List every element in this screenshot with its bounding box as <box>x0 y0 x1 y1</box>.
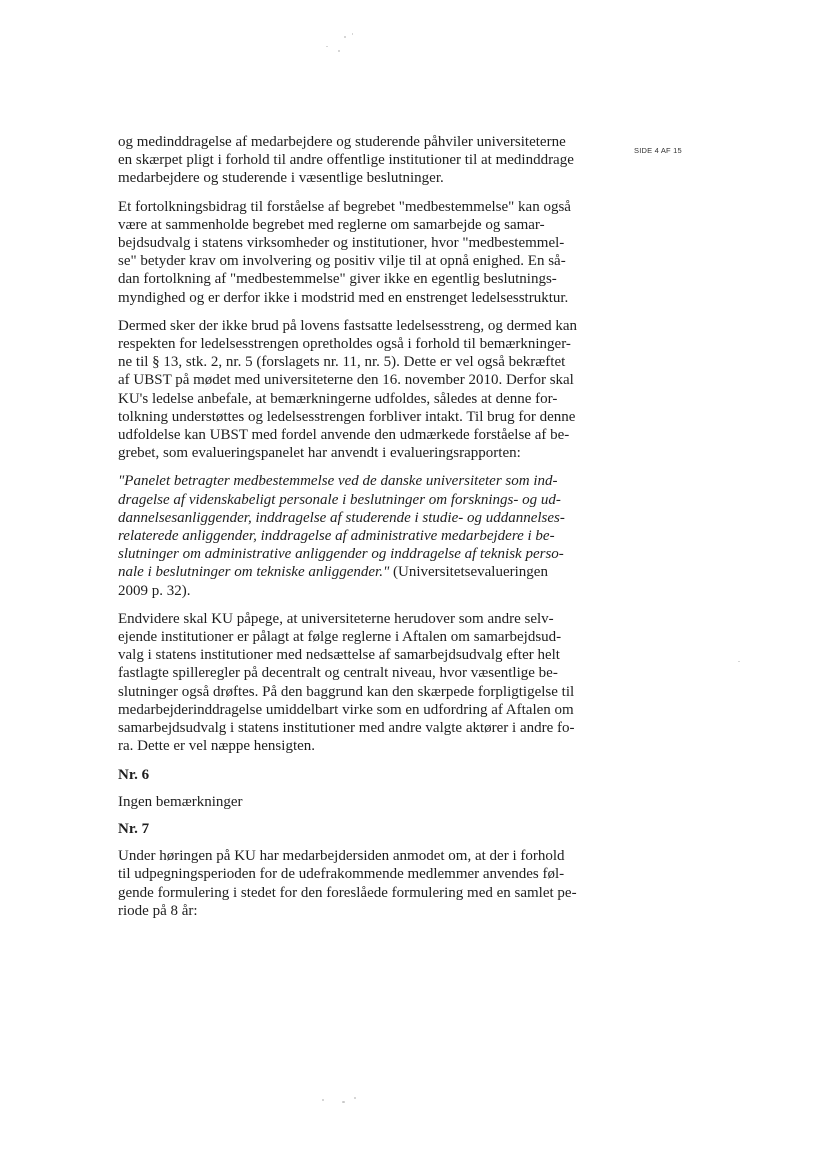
scan-speck <box>322 1099 324 1101</box>
paragraph: Under høringen på KU har medarbejdersiden anmodet om, at der i forhold til udpegningsperioden for de udefrakommende medlemmer anvendes føl- gende formulering i stedet for den foreslåede formulering med en samlet pe- riode på 8 år: <box>118 848 577 919</box>
scan-speck <box>354 1097 356 1099</box>
paragraph: Ingen bemærkninger <box>118 793 243 810</box>
paragraph: Dermed sker der ikke brud på lovens fastsatte ledelsesstreng, og dermed kan respekten for ledelsesstrengen opretholdes også i forhold til bemærkninger- ne til § 13, stk. 2, nr. 5 (forslagets nr. 11, nr. 5). Dette er vel også bekræftet af UBST på mødet med universiteterne den 16. november 2010. Derfor skal KU's ledelse anbefale, at bemærkningerne udfoldes, således at denne for- tolkning understøttes og ledelsesstrengen forbliver intakt. Til brug for denne udfoldelse kan UBST med fordel anvende den udmærkede forståelse af be- grebet, som evalueringspanelet har anvendt i evalueringsrapporten: <box>118 317 578 462</box>
section-heading-nr6: Nr. 6 <box>118 766 150 783</box>
paragraph: Endvidere skal KU påpege, at universiteterne herudover som andre selv- ejende institutioner er pålagt at følge reglerne i Aftalen om samarbejdsud- valg i statens institutioner med nedsættelse af samarbejdsudvalg efter helt fastlagte spilleregler på decentralt og centralt niveau, hvor væsentlige be- slutninger også drøftes. På den baggrund kan den skærpede forpligtigelse til medarbejderinddragelse umiddelbart virke som en udfordring af Aftalen om samarbejdsudvalg i statens institutioner med andre valgte aktører i andre fo- ra. Dette er vel næppe hensigten. <box>118 610 575 755</box>
paragraph: Et fortolkningsbidrag til forståelse af begrebet "medbestemmelse" kan også være at sammenholde begrebet med reglerne om samarbejde og samar- bejdsudvalg i statens virksomheder og institutioner, hvor "medbestemmel- se" betyder krav om involvering og positiv vilje til at opnå enighed. En så- dan fortolkning af "medbestemmelse" giver ikke en egentlig beslutnings- myndighed og er derfor ikke i modstrid med en enstrenget ledelsesstruktur. <box>118 198 571 306</box>
page-number-label: SIDE 4 AF 15 <box>634 146 682 155</box>
scan-speck <box>344 36 346 38</box>
scan-speck <box>738 661 740 662</box>
scan-speck <box>338 50 340 52</box>
paragraph: og medinddragelse af medarbejdere og studerende påhviler universiteterne en skærpet pligt i forhold til andre offentlige institutioner til at medinddrage medarbejdere og studerende i væsentlige beslutninger. <box>118 134 574 187</box>
quote-source: (Universitetsevalueringen 2009 p. 32). <box>118 564 548 599</box>
scan-speck <box>342 1101 345 1103</box>
document-body <box>118 133 590 930</box>
scan-speck <box>326 46 328 47</box>
section-heading-nr7: Nr. 7 <box>118 820 150 837</box>
quote-text: "Panelet betragter medbestemmelse ved de danske universiteter som ind- dragelse af videnskabeligt personale i beslutninger om forsknings- og ud- dannelsesanliggender, inddragelse af studerende i studie- og uddannelses- relaterede anliggender, inddragelse af administrative medarbejdere i be- slutninger om administrative anliggender og inddragelse af teknisk perso- nale i beslutninger om tekniske anliggender." <box>118 473 565 581</box>
scan-speck <box>352 33 353 35</box>
quote-paragraph <box>118 472 590 599</box>
